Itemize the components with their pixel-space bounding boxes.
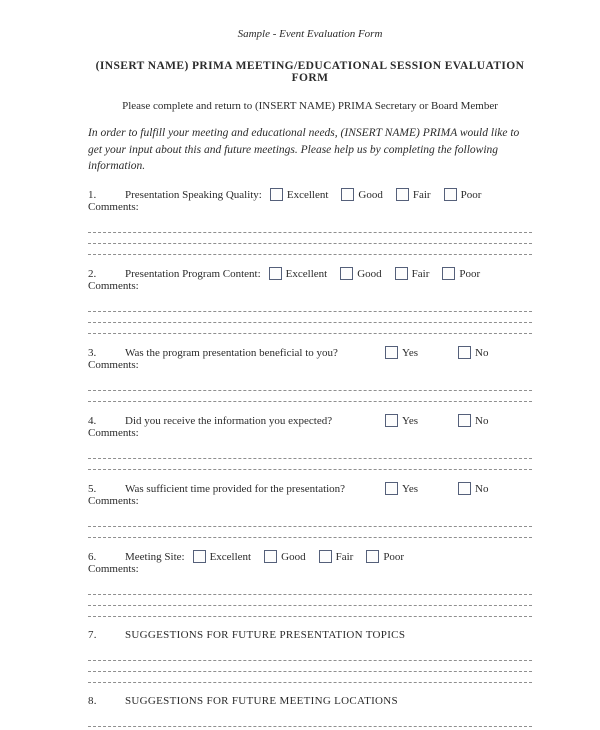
checkbox-good[interactable] [264,550,277,563]
comment-line [88,584,532,595]
option-excellent [269,267,328,280]
question-number: 7. [88,629,97,642]
checkbox-poor[interactable] [442,267,455,280]
doc-subtitle: Please complete and return to (INSERT NAME) PRIMA Secretary or Board Member [122,100,498,112]
question-number: 4. [88,414,97,427]
question-row [88,267,532,280]
comment-line [88,459,532,470]
options-group [193,550,405,563]
comment-line [88,448,532,459]
option-poor [442,267,480,280]
question-block [88,414,532,470]
checkbox-good[interactable] [340,267,353,280]
comment-line [88,716,532,727]
write-in-lines [88,301,532,334]
question-row [88,695,532,707]
question-block [88,482,532,538]
option-label: Poor [459,267,481,280]
checkbox-good[interactable] [341,188,354,201]
option-label: Good [281,550,306,563]
option-label: Good [357,267,382,280]
comment-line [88,380,532,391]
checkbox-yes[interactable] [385,346,398,359]
option-yes [385,482,418,495]
option-fair [396,188,431,201]
comment-line [88,672,532,683]
checkbox-fair[interactable] [395,267,408,280]
question-row [88,629,532,641]
option-label: Fair [335,550,354,563]
option-fair [395,267,430,280]
options-group [270,188,482,201]
comment-line [88,527,532,538]
option-label: Fair [412,188,431,201]
option-label: Yes [402,414,419,427]
comment-line [88,606,532,617]
comments-label: Comments: [88,563,139,576]
option-poor [366,550,404,563]
write-in-lines [88,516,532,538]
comment-line [88,661,532,672]
comment-line [88,391,532,402]
question-block [88,550,532,617]
option-good [340,267,381,280]
option-good [341,188,382,201]
question-number: 3. [88,346,97,359]
write-in-lines [88,584,532,617]
option-label: Excellent [209,550,252,563]
comment-line [88,595,532,606]
comments-label: Comments: [88,495,139,508]
options-group [385,346,488,359]
question-number: 1. [88,188,97,201]
option-label: Fair [411,267,430,280]
option-excellent [270,188,329,201]
option-yes [385,346,418,359]
checkbox-excellent[interactable] [269,267,282,280]
option-label: Excellent [286,188,329,201]
option-label: Poor [460,188,482,201]
write-in-lines [88,650,532,683]
question-label: SUGGESTIONS FOR FUTURE PRESENTATION TOPICS [125,629,406,642]
question-block [88,188,532,255]
question-number: 2. [88,267,97,280]
comment-line [88,312,532,323]
question-row [88,482,532,495]
question-number: 5. [88,482,97,495]
option-no [458,346,488,359]
options-group [385,482,488,495]
checkbox-no[interactable] [458,482,471,495]
comment-line [88,244,532,255]
options-group [385,414,488,427]
question-row [88,188,532,201]
question-label: Presentation Speaking Quality: [125,188,262,201]
question-row [88,414,532,427]
question-block [88,695,532,730]
question-number: 8. [88,695,97,708]
option-fair [319,550,354,563]
question-label: Did you receive the information you expected? [125,414,333,427]
question-block [88,629,532,683]
checkbox-yes[interactable] [385,482,398,495]
write-in-lines [88,380,532,402]
questions-list [88,188,532,730]
option-label: Excellent [285,267,328,280]
option-label: Poor [383,550,405,563]
option-label: No [475,414,489,427]
question-row [88,346,532,359]
checkbox-excellent[interactable] [270,188,283,201]
doc-intro-paragraph: In order to fulfill your meeting and educational needs, (INSERT NAME) PRIMA would like to get your input about this and future meetings. Please help us by completing the following information. [88,127,520,173]
write-in-lines [88,716,532,730]
option-no [458,482,488,495]
comments-label: Comments: [88,359,139,372]
comments-label: Comments: [88,280,139,293]
question-block [88,346,532,402]
checkbox-fair[interactable] [396,188,409,201]
question-label: Meeting Site: [125,550,185,563]
option-label: No [475,346,489,359]
question-label: SUGGESTIONS FOR FUTURE MEETING LOCATIONS [125,695,398,708]
option-label: No [475,482,489,495]
comment-line [88,323,532,334]
comments-label: Comments: [88,427,139,440]
comment-line [88,301,532,312]
write-in-lines [88,222,532,255]
checkbox-poor[interactable] [444,188,457,201]
checkbox-yes[interactable] [385,414,398,427]
question-label: Was sufficient time provided for the presentation? [125,482,346,495]
question-number: 6. [88,550,97,563]
checkbox-excellent[interactable] [193,550,206,563]
write-in-lines [88,448,532,470]
checkbox-no[interactable] [458,346,471,359]
doc-header-caption: Sample - Event Evaluation Form [237,28,383,40]
option-poor [444,188,482,201]
page-title: (INSERT NAME) PRIMA MEETING/EDUCATIONAL SESSION EVALUATION FORM [95,60,525,84]
option-good [264,550,305,563]
comments-label: Comments: [88,201,139,214]
comment-line [88,650,532,661]
checkbox-fair[interactable] [319,550,332,563]
comment-line [88,233,532,244]
comment-line [88,222,532,233]
question-row [88,550,532,563]
option-no [458,414,488,427]
question-block [88,267,532,334]
option-excellent [193,550,252,563]
option-label: Yes [402,346,419,359]
options-group [269,267,481,280]
question-label: Was the program presentation beneficial to you? [125,346,338,359]
checkbox-poor[interactable] [366,550,379,563]
option-label: Yes [402,482,419,495]
checkbox-no[interactable] [458,414,471,427]
comment-line [88,516,532,527]
question-label: Presentation Program Content: [125,267,261,280]
option-label: Good [358,188,383,201]
option-yes [385,414,418,427]
